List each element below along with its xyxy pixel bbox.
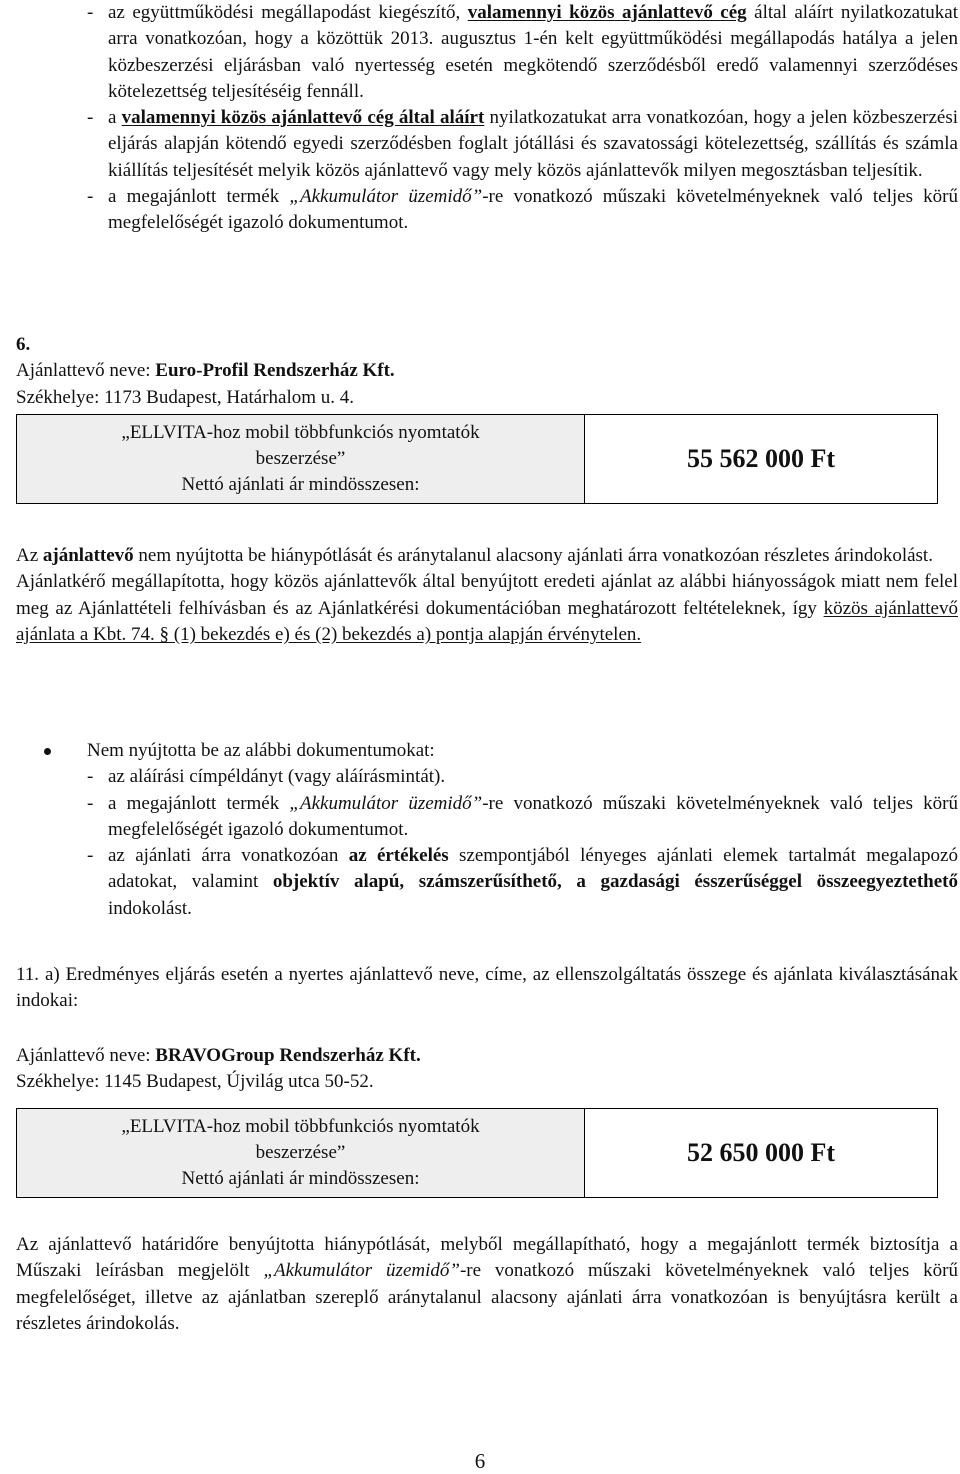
price-box-label-cell: „ELLVITA-hoz mobil többfunkciós nyomtatók beszerzése” Nettó ajánlati ár mindösszesen: (17, 415, 585, 503)
list-item: - az ajánlati árra vonatkozóan az értékelés szempontjából lényeges ajánlati elemek tartalmát megalapozó adatokat, valamint objektív alapú, számszerűsíthető, a gazdasági ésszerűséggel összeegyeztethető indokolást. (87, 845, 958, 919)
paragraph: Ajánlatkérő megállapította, hogy közös ajánlattevők által benyújtott eredeti ajánlat az alábbi hiányosságok miatt nem felel meg az Ajánlattételi felhívásban és az Ajánlatkérési dokumentációban meghatározott feltételeknek, így közös ajánlattevő ajánlata a Kbt. 74. § (1) bekezdés e) és (2) bekezdés a) pontja alapján érvénytelen. (16, 571, 958, 645)
bidder-6-evaluation (0, 543, 960, 648)
final-paragraph (0, 1232, 960, 1337)
bidder-seat: Székhelye: 1173 Budapest, Határhalom u. 4. (16, 386, 355, 408)
price-box-1 (16, 414, 938, 504)
dash-marker: - (87, 186, 94, 208)
dash-marker: - (87, 792, 94, 814)
top-list (0, 0, 960, 237)
dash-marker: - (87, 845, 94, 867)
page-number: 6 (474, 1449, 486, 1473)
winner-seat: Székhelye: 1145 Budapest, Újvilág utca 50-52. (16, 1071, 374, 1093)
bullet-item: Nem nyújtotta be az alábbi dokumentumokat: (0, 738, 960, 764)
missing-documents (0, 738, 960, 922)
list-item: - a megajánlott termék „Akkumulátor üzemidő”-re vonatkozó műszaki követelményeknek való teljes körű megfelelőségét igazoló dokumentumot. (87, 792, 958, 840)
bullet-icon (44, 748, 51, 755)
paragraph: Az ajánlattevő határidőre benyújtotta hiánypótlását, melyből megállapítható, hogy a megajánlott termék biztosítja a Műszaki leírásban megjelölt „Akkumulátor üzemidő”-re vonatkozó műszaki követelményeknek való teljes körű megfelelőséget, illetve az ajánlatban szereplő aránytalanul alacsony ajánlati árra vonatkozóan is benyújtásra került a részletes árindokolás. (16, 1234, 958, 1334)
list-item: - az aláírási címpéldányt (vagy aláírásmintát). (0, 764, 960, 790)
list-item: - az együttműködési megállapodást kiegészítő, valamennyi közös ajánlattevő cég által aláírt nyilatkozatukat arra vonatkozóan, hogy a közöttük 2013. augusztus 1-én kelt együttműködési megállapodás hatálya a jelen közbeszerzési eljárásban való nyertesség esetén megkötendő szerződésből eredő valamennyi szerződéses kötelezettség teljesítéséig fennáll. (87, 2, 959, 102)
winner-info (0, 1043, 960, 1096)
bidder-number: 6. (16, 334, 31, 355)
winner-name: Ajánlattevő neve: BRAVOGroup Rendszerház Kft. (16, 1045, 421, 1066)
price-value: 52 650 000 Ft (686, 1137, 836, 1167)
dash-marker: - (87, 107, 94, 129)
section-11-heading: 11. a) Eredményes eljárás esetén a nyertes ajánlattevő neve, címe, az ellenszolgáltatás összege és ajánlata kiválasztásának indokai: (16, 964, 958, 1012)
bidder-name: Ajánlattevő neve: Euro-Profil Rendszerház Kft. (16, 360, 395, 382)
price-box-label-cell: „ELLVITA-hoz mobil többfunkciós nyomtatók beszerzése” Nettó ajánlati ár mindösszesen: (17, 1109, 585, 1197)
dash-marker: - (87, 2, 94, 23)
dash-marker: - (87, 766, 94, 788)
list-item: - a valamennyi közös ajánlattevő cég által aláírt nyilatkozatukat arra vonatkozóan, hogy a jelen közbeszerzési eljárás alapján kötendő egyedi szerződésben foglalt jótállási és szavatossági kötelezettség, szállítás és számla kiállítás teljesítését melyik közös ajánlattevő vagy mely közös ajánlattevők milyen megosztásban teljesítik. (87, 107, 958, 181)
paragraph: Az ajánlattevő nem nyújtotta be hiánypótlását és aránytalanul alacsony ajánlati árra vonatkozóan részletes árindokolást. (16, 545, 933, 566)
bidder-6-section (0, 332, 960, 411)
price-box-2 (16, 1108, 938, 1198)
price-value: 55 562 000 Ft (686, 443, 836, 473)
section-11 (0, 962, 960, 1015)
list-item: - a megajánlott termék „Akkumulátor üzemidő”-re vonatkozó műszaki követelményeknek való teljes körű megfelelőségét igazoló dokumentumot. (87, 186, 958, 234)
